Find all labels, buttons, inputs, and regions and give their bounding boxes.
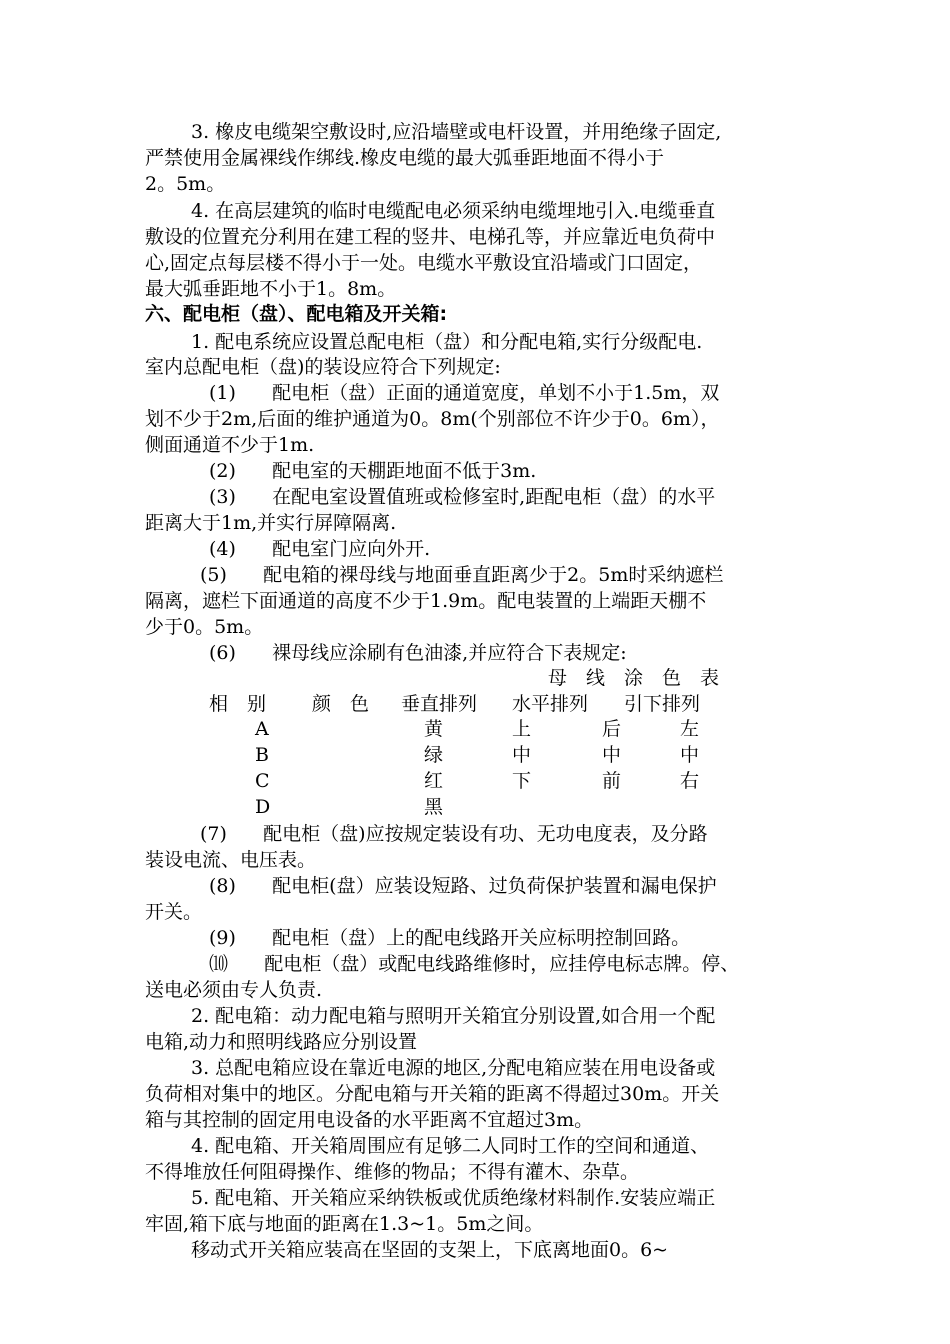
text-line: (7) 配电柜（盘)应按规定装设有功、无功电度表，及分路 (200, 823, 708, 845)
text-line: (8) 配电柜(盘）应装设短路、过负荷保护装置和漏电保护 (209, 875, 717, 897)
text-line: 侧面通道不少于1m. (145, 434, 315, 456)
text-line: (2) 配电室的天棚距地面不低于3m. (209, 460, 537, 482)
table-cell: D (255, 796, 271, 818)
section-heading: 六、配电柜（盘）、配电箱及开关箱: (145, 303, 448, 325)
text-line: 负荷相对集中的地区。分配电箱与开关箱的距离不得超过30m。开关 (145, 1083, 720, 1105)
table-header: 引下排列 (624, 693, 701, 715)
text-line: 划不少于2m,后面的维护通道为0。8m(个别部位不许少于0。6m）， (145, 408, 720, 430)
text-line: (4) 配电室门应向外开. (209, 538, 431, 560)
text-line: 少于0。5m。 (145, 616, 264, 638)
text-line: (6) 裸母线应涂刷有色油漆,并应符合下表规定: (209, 642, 627, 664)
text-line: 电箱,动力和照明线路应分别设置 (145, 1031, 418, 1053)
text-line: 开关。 (145, 901, 203, 923)
table-cell: 上 (512, 718, 532, 740)
table-cell: C (255, 770, 270, 792)
text-line: ⑽ 配电柜（盘）或配电线路维修时，应挂停电标志牌。停、 (209, 953, 740, 975)
table-cell: 右 (680, 770, 700, 792)
text-line: 隔离，遮栏下面通道的高度不少于1.9m。配电装置的上端距天棚不 (145, 590, 707, 612)
table-header: 垂直排列 (401, 693, 478, 715)
table-cell: 中 (602, 744, 622, 766)
text-line: 1. 配电系统应设置总配电柜（盘）和分配电箱,实行分级配电. (191, 331, 703, 353)
table-cell: 中 (512, 744, 532, 766)
text-line: 3. 橡皮电缆架空敷设时,应沿墙壁或电杆设置，并用绝缘子固定, (191, 121, 722, 143)
table-cell: 黄 (424, 718, 444, 740)
table-cell: 前 (602, 770, 622, 792)
table-cell: 绿 (424, 744, 444, 766)
text-line: 敷设的位置充分利用在建工程的竖井、电梯孔等，并应靠近电负荷中 (145, 226, 716, 248)
table-cell: 红 (424, 770, 444, 792)
table-header: 水平排列 (512, 693, 589, 715)
table-cell: 左 (680, 718, 700, 740)
table-cell: 黑 (424, 796, 444, 818)
table-header: 相 别 (209, 693, 267, 715)
text-line: (1) 配电柜（盘）正面的通道宽度，单划不小于1.5m，双 (209, 382, 720, 404)
text-line: 装设电流、电压表。 (145, 849, 317, 871)
text-line: 箱与其控制的固定用电设备的水平距离不宜超过3m。 (145, 1109, 594, 1131)
text-line: 4. 配电箱、开关箱周围应有足够二人同时工作的空间和通道、 (191, 1135, 710, 1157)
table-cell: 中 (680, 744, 700, 766)
text-line: 2。5m。 (145, 173, 226, 195)
text-line: 3. 总配电箱应设在靠近电源的地区,分配电箱应装在用电设备或 (191, 1057, 716, 1079)
text-line: 不得堆放任何阻碍操作、维修的物品；不得有灌木、杂草。 (145, 1161, 640, 1183)
table-cell: 下 (512, 770, 532, 792)
text-line: 2. 配电箱：动力配电箱与照明开关箱宜分别设置,如合用一个配 (191, 1005, 716, 1027)
table-cell: B (255, 744, 269, 766)
text-line: 5. 配电箱、开关箱应采纳铁板或优质绝缘材料制作.安装应端正 (191, 1187, 716, 1209)
text-line: 心,固定点每层楼不得小于一处。电缆水平敷设宜沿墙或门口固定， (145, 252, 703, 274)
text-line: 牢固,箱下底与地面的距离在1.3~1。5m之间。 (145, 1213, 544, 1235)
table-title: 母 线 涂 色 表 (548, 667, 720, 689)
text-line: 严禁使用金属裸线作绑线.橡皮电缆的最大弧垂距地面不得小于 (145, 147, 665, 169)
text-line: (5) 配电箱的裸母线与地面垂直距离少于2。5m时采纳遮栏 (200, 564, 724, 586)
text-line: (3) 在配电室设置值班或检修室时,距配电柜（盘）的水平 (209, 486, 716, 508)
table-cell: 后 (602, 718, 622, 740)
text-line: (9) 配电柜（盘）上的配电线路开关应标明控制回路。 (209, 927, 691, 949)
text-line: 距离大于1m,并实行屏障隔离. (145, 512, 397, 534)
text-line: 室内总配电柜（盘)的装设应符合下列规定: (145, 356, 501, 378)
text-line: 最大弧垂距地不小于1。8m。 (145, 278, 397, 300)
text-line: 4. 在高层建筑的临时电缆配电必须采纳电缆埋地引入.电缆垂直 (191, 200, 716, 222)
table-header: 颜 色 (312, 693, 370, 715)
table-cell: A (255, 718, 269, 740)
text-line: 移动式开关箱应装高在坚固的支架上，下底离地面0。6~ (191, 1239, 669, 1261)
text-line: 送电必须由专人负责. (145, 979, 323, 1001)
